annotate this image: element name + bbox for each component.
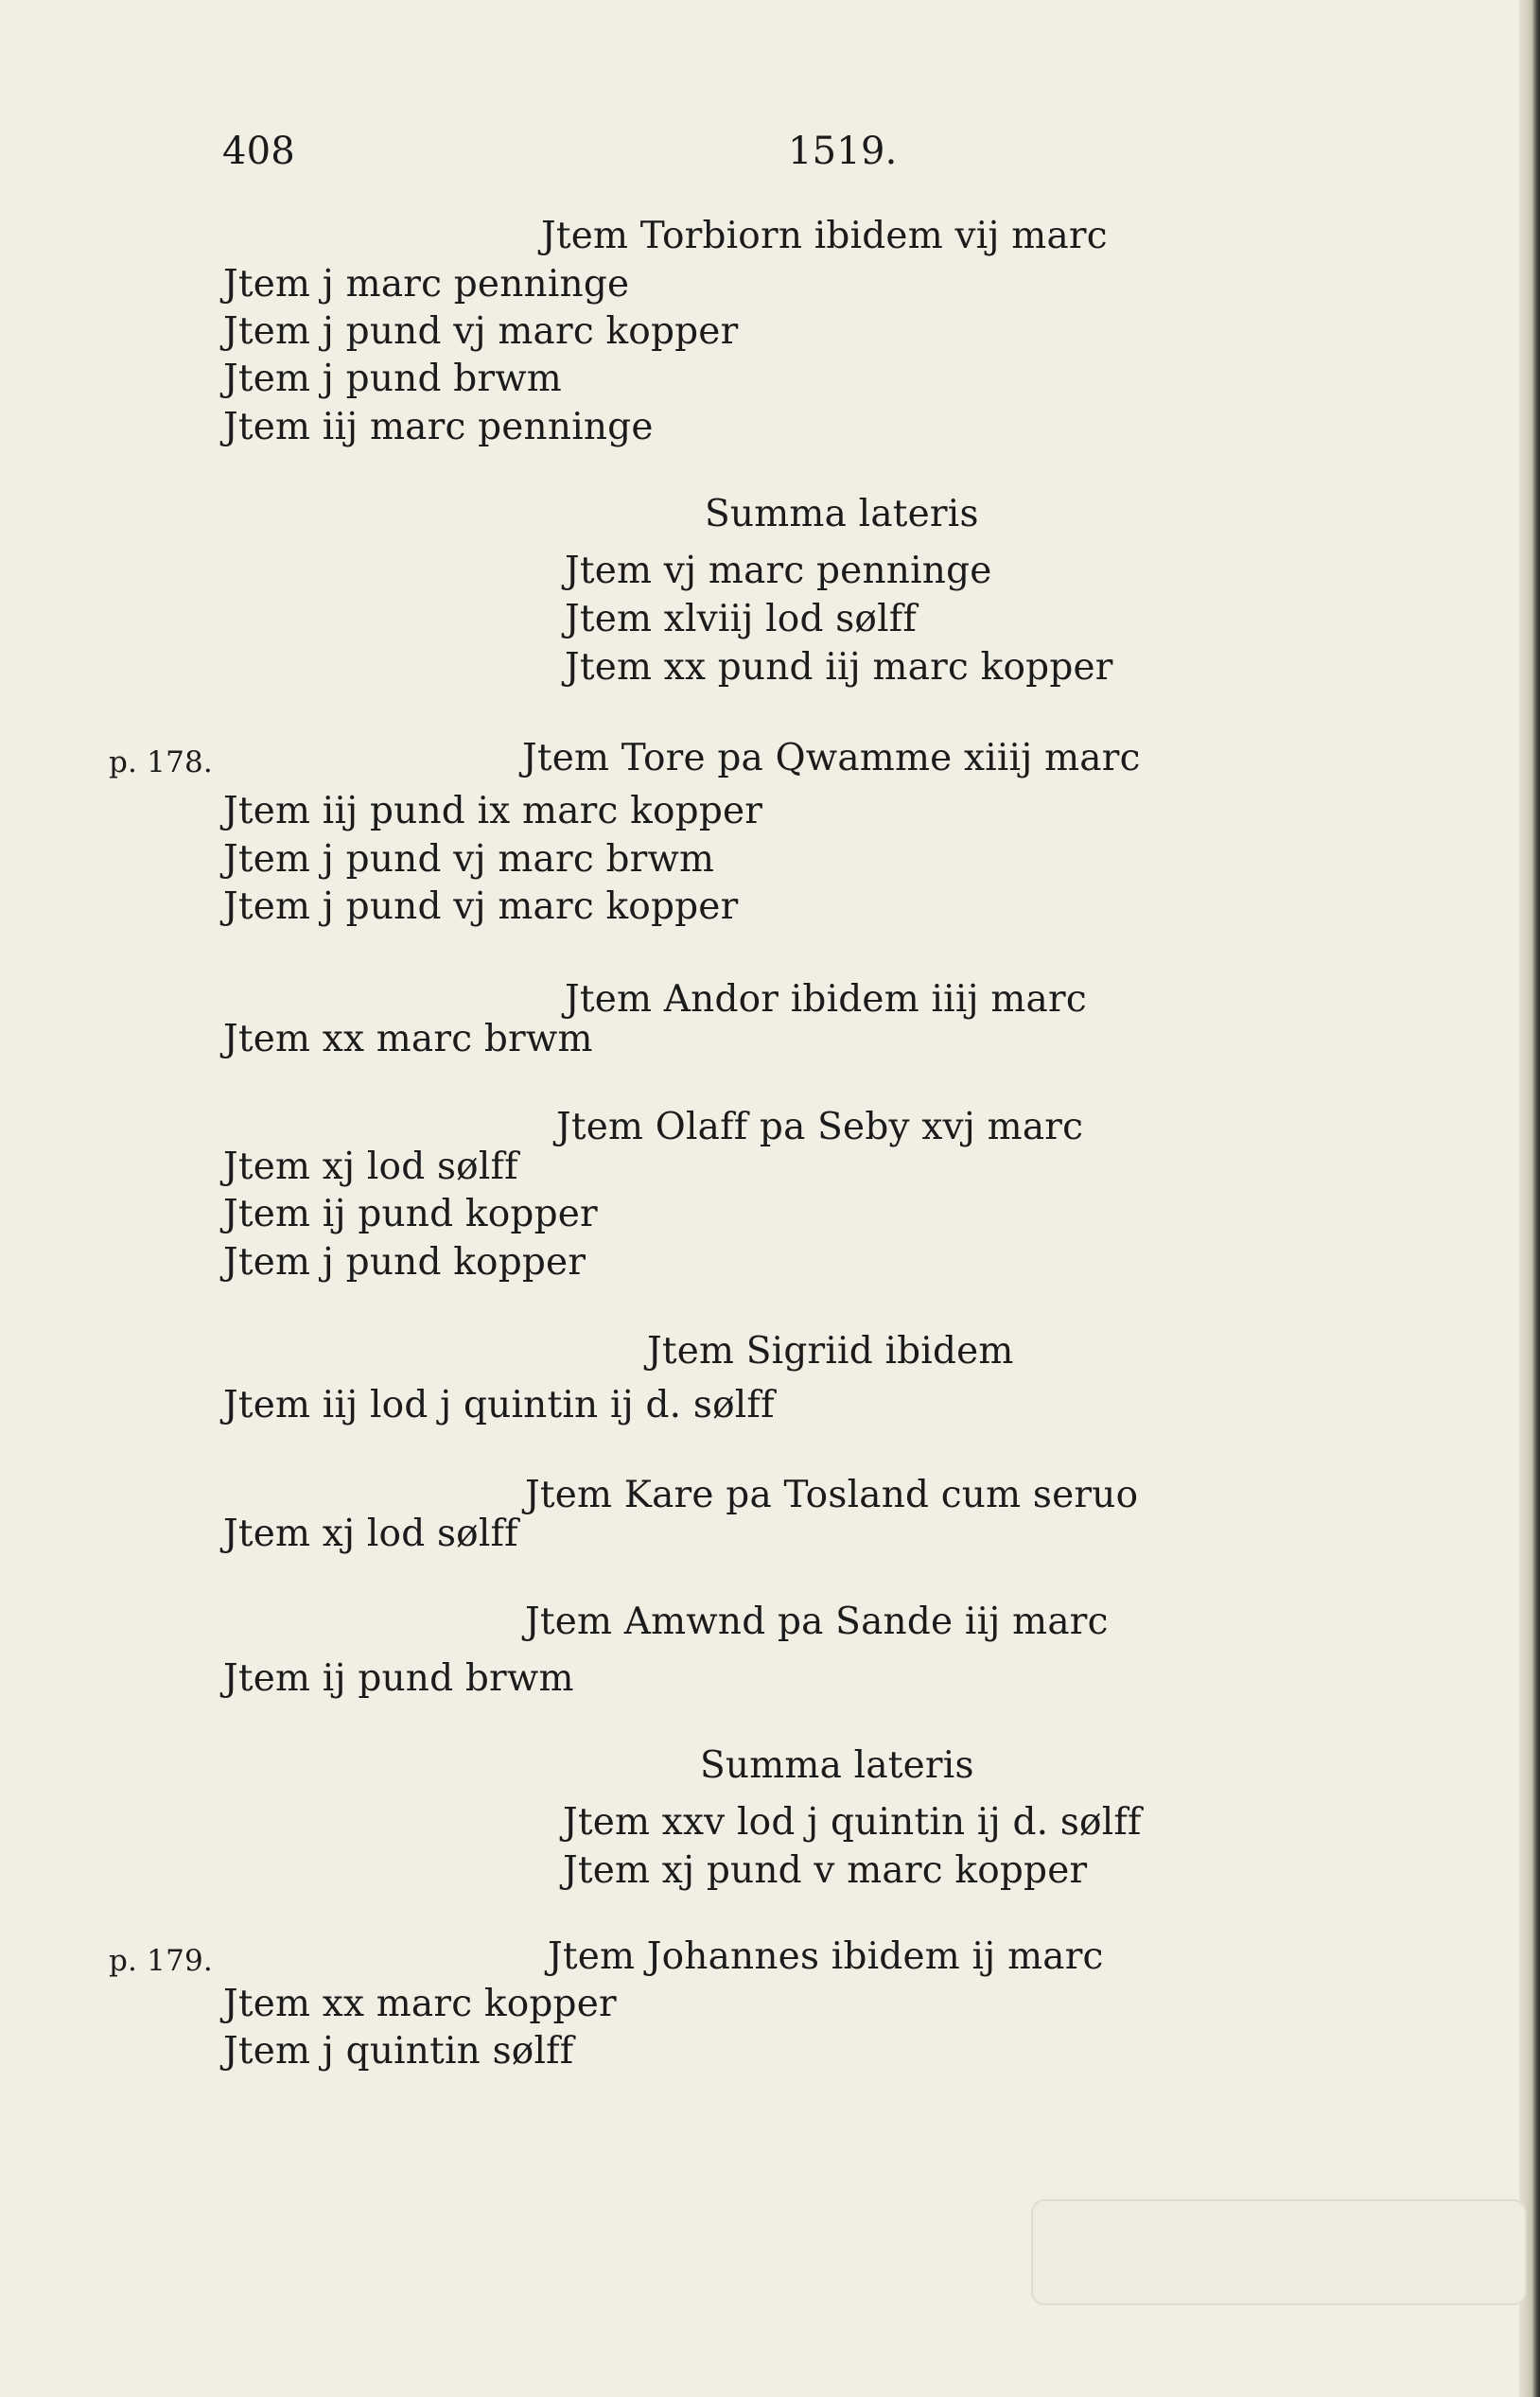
- text-line-l1: Jtem j marc penninge: [223, 263, 630, 306]
- text-line-l8: Jtem xx marc brwm: [223, 1018, 593, 1060]
- margin-page-ref-p179: p. 179.: [109, 1944, 213, 1978]
- paper-smudge: [1031, 2199, 1527, 2305]
- text-line-s1-l3: Jtem xx pund iij marc kopper: [565, 646, 1113, 689]
- text-line-l6: Jtem j pund vj marc brwm: [223, 838, 715, 881]
- text-line-l13: Jtem xj lod sølff: [223, 1513, 518, 1555]
- text-line-s1-l2: Jtem xlviij lod sølff: [565, 598, 918, 640]
- text-line-l12: Jtem iij lod j quintin ij d. sølff: [223, 1384, 775, 1426]
- text-line-s1-l1: Jtem vj marc penninge: [565, 550, 992, 592]
- text-line-s2-l2: Jtem xj pund v marc kopper: [563, 1849, 1088, 1892]
- text-line-tore-heading: Jtem Tore pa Qwamme xiiij marc: [522, 737, 1141, 779]
- text-line-l3: Jtem j pund brwm: [223, 358, 562, 400]
- text-line-johannes-heading: Jtem Johannes ibidem ij marc: [548, 1935, 1104, 1978]
- text-line-l10: Jtem ij pund kopper: [223, 1193, 598, 1235]
- text-line-l15: Jtem xx marc kopper: [223, 1983, 617, 2025]
- text-line-sigriid-heading: Jtem Sigriid ibidem: [647, 1330, 1014, 1373]
- text-line-summa-2: Summa lateris: [700, 1744, 974, 1787]
- text-line-amwnd-heading: Jtem Amwnd pa Sande iij marc: [525, 1601, 1109, 1643]
- page-number: 408: [222, 130, 295, 173]
- text-line-kare-heading: Jtem Kare pa Tosland cum seruo: [525, 1474, 1139, 1516]
- text-line-s2-l1: Jtem xxv lod j quintin ij d. sølff: [563, 1801, 1142, 1844]
- text-line-l9: Jtem xj lod sølff: [223, 1146, 518, 1188]
- year-heading: 1519.: [788, 130, 898, 173]
- page-edge: [1519, 0, 1540, 2397]
- text-line-andor-heading: Jtem Andor ibidem iiij marc: [565, 978, 1087, 1021]
- text-line-summa-1: Summa lateris: [705, 493, 979, 535]
- text-line-l7: Jtem j pund vj marc kopper: [223, 885, 739, 928]
- text-line-l5: Jtem iij pund ix marc kopper: [223, 790, 763, 832]
- margin-page-ref-p178: p. 178.: [109, 745, 213, 779]
- text-line-l16: Jtem j quintin sølff: [223, 2030, 574, 2073]
- text-line-l2: Jtem j pund vj marc kopper: [223, 310, 739, 353]
- text-line-l14: Jtem ij pund brwm: [223, 1657, 574, 1700]
- text-line-l11: Jtem j pund kopper: [223, 1241, 586, 1284]
- text-line-torbiorn-heading: Jtem Torbiorn ibidem vij marc: [541, 215, 1108, 257]
- text-line-l4: Jtem iij marc penninge: [223, 406, 654, 448]
- text-line-olaff-heading: Jtem Olaff pa Seby xvj marc: [556, 1106, 1084, 1148]
